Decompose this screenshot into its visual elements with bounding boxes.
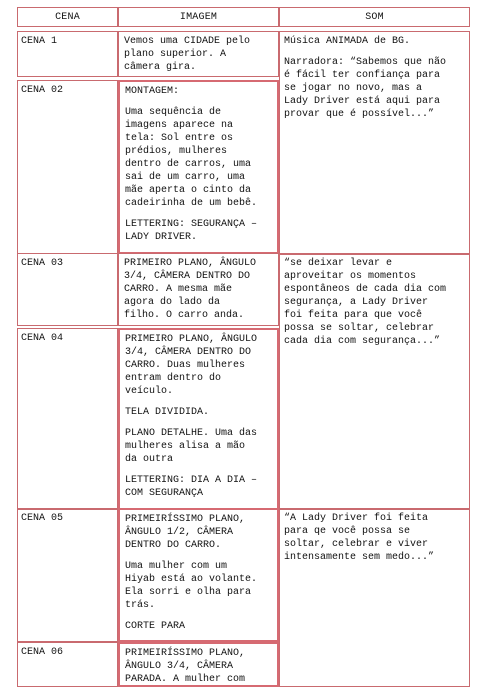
imagem-text: PLANO DETALHE. Uma das mulheres alisa a mão da outra (125, 428, 258, 465)
som-block-2 (279, 253, 470, 510)
imagem-cena-03 (118, 253, 279, 326)
imagem-text: PRIMEIRO PLANO, ÂNGULO 3/4, CÂMERA DENTRO DO CARRO. Duas mulheres entram dentro do veículo. (125, 334, 258, 397)
cena-label: CENA 1 (21, 36, 58, 47)
imagem-text: MONTAGEM: (125, 86, 180, 97)
script-table (17, 7, 470, 687)
imagem-text: Uma sequência de imagens aparece na tela: Sol entre os prédios, mulheres dentro de carros, uma sai de um carro, uma mãe aperta o cinto da cadeirinha de um bebê. (125, 107, 258, 209)
imagem-text: PRIMEIRÍSSIMO PLANO, ÂNGULO 1/2, CÂMERA DENTRO DO CARRO. (125, 514, 246, 551)
cena-03 (17, 253, 118, 326)
imagem-text: CORTE PARA (125, 621, 186, 632)
imagem-text: PRIMEIRO PLANO, ÂNGULO 3/4, CÂMERA DENTRO DO CARRO. A mesma mãe agora do lado da filho. O carro anda. (124, 258, 257, 321)
cena-label: CENA 05 (21, 513, 64, 524)
som-text: Narradora: “Sabemos que não é fácil ter confiança para se jogar no novo, mas a Lady Driver está aqui para provar que é possível...” (284, 57, 447, 120)
cena-1 (17, 31, 118, 77)
imagem-cena-05 (118, 508, 279, 642)
header-imagem: IMAGEM (118, 7, 279, 27)
imagem-text: LETTERING: SEGURANÇA – LADY DRIVER. (125, 219, 258, 243)
som-block-1 (279, 31, 470, 255)
imagem-cena-1 (118, 31, 279, 77)
header-cena: CENA (17, 7, 118, 27)
som-text: “se deixar levar e aproveitar os momentos espontâneos de cada dia com segurança, a Lady Driver foi feita para que você possa se soltar, celebrar cada dia com segurança...” (284, 258, 447, 347)
cena-label: CENA 02 (21, 85, 64, 96)
imagem-text: Uma mulher com um Hiyab está ao volante. Ela sorri e olha para trás. (125, 561, 258, 611)
cena-label: CENA 03 (21, 258, 64, 269)
imagem-text: TELA DIVIDIDA. (125, 407, 210, 418)
imagem-text: Vemos uma CIDADE pelo plano superior. A câmera gira. (124, 36, 251, 73)
imagem-cena-02 (118, 80, 279, 254)
som-block-3 (279, 508, 470, 687)
cena-05 (17, 508, 118, 642)
cena-06 (17, 642, 118, 687)
imagem-cena-04 (118, 328, 279, 510)
imagem-text: LETTERING: DIA A DIA – COM SEGURANÇA (125, 475, 258, 499)
cena-04 (17, 328, 118, 510)
header-som: SOM (279, 7, 470, 27)
cena-label: CENA 04 (21, 333, 64, 344)
imagem-cena-06 (118, 642, 279, 687)
cena-02 (17, 80, 118, 254)
cena-label: CENA 06 (21, 647, 64, 658)
som-text: “A Lady Driver foi feita para qe você possa se soltar, celebrar e viver intensamente sem medo...” (284, 513, 435, 563)
imagem-text: PRIMEIRÍSSIMO PLANO, ÂNGULO 3/4, CÂMERA PARADA. A mulher com (125, 648, 246, 685)
som-text: Música ANIMADA de BG. (284, 36, 411, 47)
